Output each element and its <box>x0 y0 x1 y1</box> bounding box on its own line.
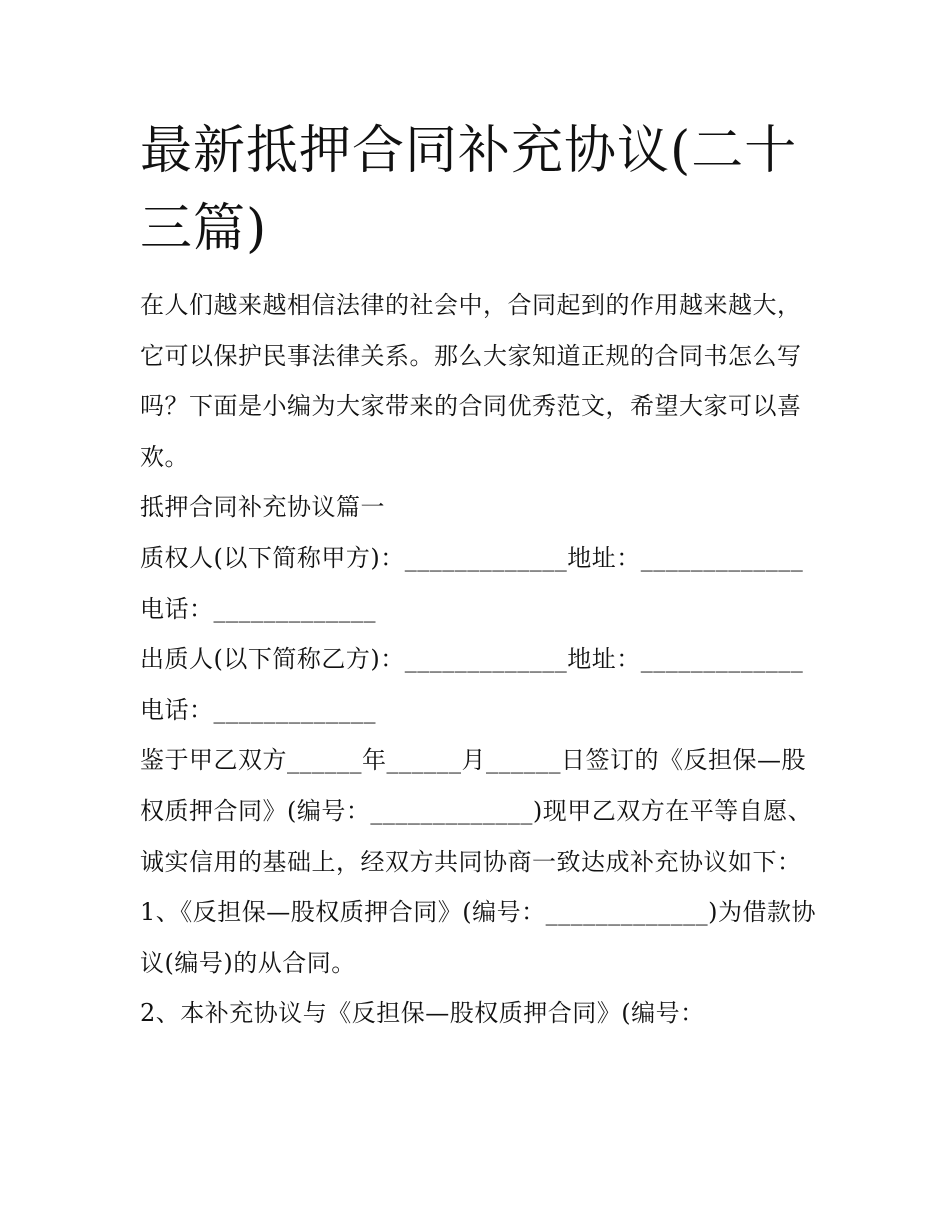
recital-paragraph: 鉴于甲乙双方______年______月______日签订的《反担保—股权质押合同》(编号：_____________)现甲乙双方在平等自愿、诚实信用的基础上，经双方共同协商一致达成补充协议如下： <box>140 746 813 876</box>
pledgor-line: 出质人(以下简称乙方)：_____________地址：_____________ <box>140 645 804 674</box>
pledgor-phone-line: 电话：_____________ <box>140 695 376 724</box>
intro-paragraph: 在人们越来越相信法律的社会中，合同起到的作用越来越大，它可以保护民事法律关系。那么大家知道正规的合同书怎么写吗？下面是小编为大家带来的合同优秀范文，希望大家可以喜欢。 <box>140 291 802 471</box>
section-heading: 抵押合同补充协议篇一 <box>140 493 385 522</box>
clause-1: 1、《反担保—股权质押合同》(编号：_____________)为借款协议(编号)的从合同。 <box>140 898 816 977</box>
document-title: 最新抵押合同补充协议(二十三篇) <box>140 121 798 259</box>
document-body <box>140 280 820 1039</box>
pledgee-phone-line: 电话：_____________ <box>140 594 376 623</box>
clause-2: 2、本补充协议与《反担保—股权质押合同》(编号： <box>140 999 705 1028</box>
pledgee-line: 质权人(以下简称甲方)：_____________地址：_____________ <box>140 543 804 572</box>
